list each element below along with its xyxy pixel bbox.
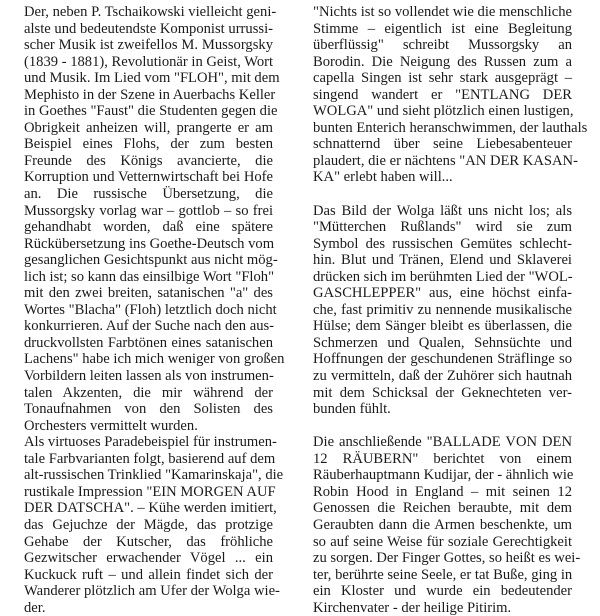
text-line: Räuberhauptmann Kudijar, der - ähnlich wie [313, 467, 574, 484]
text-line: Borodin. Die Neigung des Russen zum a [313, 53, 572, 70]
text-line: (1839 - 1881), Revolutionär in Geist, Wort [24, 53, 274, 70]
text-line: Die anschließende "BALLADE VON DEN [313, 434, 572, 451]
text-line: konkurrieren. Auf der Suche nach den aus- [24, 318, 275, 335]
text-line: bunten Enterich heranschwimmen, der lauthals [313, 119, 588, 136]
text-line: das Gejuchze der Mägde, das protzige [24, 516, 273, 533]
text-line: Schmerzen und Qualen, Sehnsüchte und [313, 334, 572, 351]
text-line: ein Kloster und wurde ein bedeutender [313, 583, 572, 600]
paragraph [24, 434, 284, 616]
right-text-column [313, 4, 588, 616]
text-line: tale Farbvarianten folgt, basierend auf dem [24, 450, 276, 467]
text-line: Gezwitscher erwachender Vögel ... ein [24, 550, 273, 567]
text-line: Beispiel eines Flohs, der zum besten [24, 136, 273, 153]
text-line: "Mütterchen Rußlands" wird sie zum [313, 219, 572, 236]
paragraph-gap [313, 418, 572, 435]
text-line: Genossen die Reichen beraubte, mit dem [313, 500, 572, 517]
text-line: Freunde des Königs avancierte, die [24, 152, 273, 169]
text-line: alt-russischen Trinklied "Kamarinskaja", die [24, 467, 284, 484]
text-line: Lachens" habe ich mich weniger von großen [24, 351, 285, 368]
text-line: Kuckuck ruft – und allein findet sich der [24, 566, 273, 583]
text-line: scher Musik ist zweifellos M. Mussorgsky [24, 37, 273, 54]
text-line: drücken sich im berühmten Lied der "WOL- [313, 268, 573, 285]
text-line: Das Bild der Wolga läßt uns nicht los; als [313, 202, 572, 219]
paragraph [313, 203, 572, 418]
text-line: Obrigkeit anheizen will, prangerte er am [24, 119, 273, 136]
text-line: KA" erlebt haben will... [313, 169, 453, 186]
text-line: der. [24, 599, 46, 616]
text-line: gesanglichen Gesichtspunkt aus nicht mög- [24, 252, 278, 269]
text-line: lich ist; so kann das einsilbige Wort "Floh" [24, 268, 275, 285]
text-line: Hoffnungen der geschundenen Sträflinge so [313, 351, 572, 368]
text-line: 12 RÄUBERN" berichtet von einem [313, 450, 572, 467]
text-line: mit dem Schicksal der Geknechteten ver- [313, 384, 572, 401]
text-line: alste und bedeutendste Komponist urrussi- [24, 20, 273, 37]
text-line: Robin Hood in England – mit seinen 12 [313, 483, 572, 500]
text-line: Vorbildern leiten lassen als von instrumen- [24, 368, 274, 385]
paragraph [313, 4, 588, 186]
text-line: Wortes "Blacha" (Floh) letztlich doch nicht [24, 301, 277, 318]
text-line: Korruption und Vetternwirtschaft bei Hofe [24, 169, 273, 186]
text-line: hin. Blut und Tränen, Elend und Sklaverei [313, 252, 572, 269]
paragraph-gap [313, 186, 572, 203]
text-line: plaudert, die er nächtens "AN DER KASAN- [313, 152, 578, 169]
paragraph [24, 4, 285, 434]
text-line: Mussorgsky vorlag war – gottlob – so frei [24, 202, 273, 219]
text-line: Der, neben P. Tschaikowski vielleicht geni- [24, 4, 277, 20]
left-text-column [24, 4, 285, 616]
text-line: Hülse; dem Sänger bleibt es überlassen, die [313, 318, 572, 335]
text-line: in Goethes "Faust" die Studenten gegen die [24, 103, 278, 120]
text-line: Geraubten dann die Armen beschenkte, um [313, 516, 572, 533]
text-line: "Nichts ist so vollendet wie die menschliche [313, 4, 572, 20]
text-line: Tonaufnahmen von den Solisten des [24, 401, 273, 418]
text-line: und Musik. Im Lied vom "FLOH", mit dem [24, 70, 280, 87]
text-line: gehandhabt worden, daß eine spätere [24, 219, 273, 236]
text-line: so auf seine Weise für soziale Gerechtigkeit [313, 533, 572, 550]
text-line: Gehabe der Kutscher, das fröhliche [24, 533, 273, 550]
text-line: Rückübersetzung ins Goethe-Deutsch vom [24, 235, 275, 252]
text-line: capella Singen ist sehr stark ausgeprägt – [313, 70, 572, 87]
text-line: druckvollsten Farbtönen eines satanischen [24, 334, 273, 351]
text-line: che, fast primitiv zu nennende musikalische [313, 301, 572, 318]
text-line: zu sorgen. Der Finger Gottes, so heißt es wei- [313, 550, 581, 567]
text-line: mit den zwei breiten, satanischen "a" des [24, 285, 273, 302]
text-line: Wanderer plötzlich am Ufer der Wolga wie- [24, 583, 280, 600]
text-line: Kirchenvater - der heilige Pitirim. [313, 599, 512, 616]
text-line: Stimme – eigentlich ist eine Begleitung [313, 20, 572, 37]
text-line: talen Akzenten, die mir während der [24, 384, 273, 401]
text-line: zu vermitteln, daß der Zuhörer sich hautnah [313, 368, 572, 385]
text-line: WOLGA" und sieht plötzlich einen lustigen, [313, 103, 574, 120]
text-line: überflüssig" schreibt Mussorgsky an [313, 37, 572, 54]
text-line: singend wandert er "ENTLANG DER [313, 86, 572, 103]
text-line: Symbol des russischen Gemütes schlecht- [313, 235, 572, 252]
text-line: Als virtuoses Paradebeispiel für instrumen- [24, 434, 277, 451]
text-line: DER DATSCHA". – Kühe werden imitiert, [24, 500, 277, 517]
paragraph [313, 434, 581, 616]
text-line: an. Die russische Übersetzung, die [24, 186, 273, 203]
text-line: Orchesters vermittelt wurden. [24, 417, 198, 434]
text-line: bunden fühlt. [313, 401, 391, 418]
text-line: rustikale Impression "EIN MORGEN AUF [24, 483, 276, 500]
text-line: GASCHLEPPER" aus, eine höchst einfa- [313, 285, 572, 302]
text-line: Mephisto in der Szene in Auerbachs Keller [24, 86, 276, 103]
text-line: ter, berührte seine Seele, er tat Buße, ging in [313, 566, 573, 583]
text-line: schnatternd über seine Liebesabenteuer [313, 136, 572, 153]
